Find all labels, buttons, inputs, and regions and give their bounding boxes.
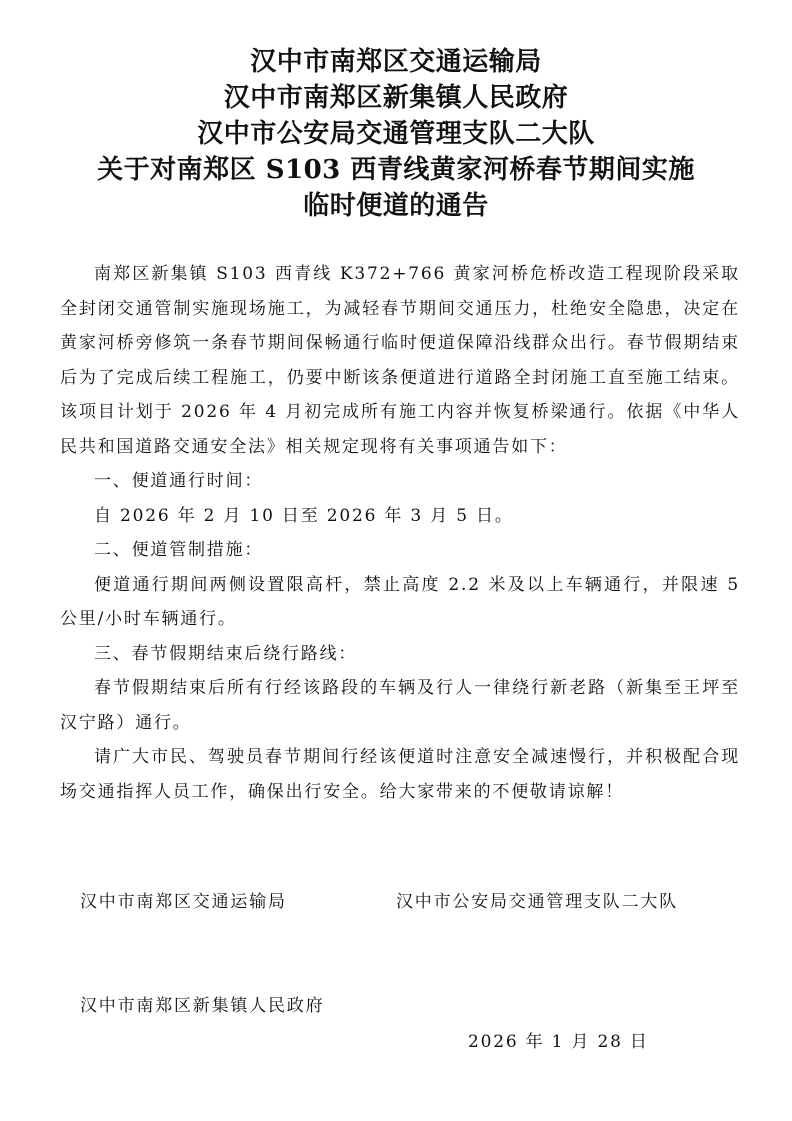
title-subject-line-2: 临时便道的通告 [303,191,489,221]
section-1-text: 自 2026 年 2 月 10 日至 2026 年 3 月 5 日。 [94,505,514,526]
signature-town-government: 汉中市南郑区新集镇人民政府 [80,996,325,1016]
notice-body [60,257,740,809]
title-issuer-transport-bureau: 汉中市南郑区交通运输局 [250,47,542,77]
signature-transport-bureau: 汉中市南郑区交通运输局 [80,892,287,912]
title-issuer-traffic-police: 汉中市公安局交通管理支队二大队 [197,119,595,149]
section-2-heading: 二、便道管制措施： [94,540,264,560]
signature-traffic-police: 汉中市公安局交通管理支队二大队 [396,892,678,912]
section-1-heading: 一、便道通行时间： [94,471,264,491]
notice-title [0,44,792,224]
intro-paragraph: 南郑区新集镇 S103 西青线 K372+766 黄家河桥危桥改造工程现阶段采取全封闭交通管制实施现场施工，为减轻春节期间交通压力，杜绝安全隐患，决定在黄家河桥旁修筑一条春节期间保畅通行临时便道保障沿线群众出行。春节假期结束后为了完成后续工程施工，仍要中断该条便道进行道路全封闭施工直至施工结束。该项目计划于 2026 年 4 月初完成所有施工内容并恢复桥梁通行。依据《中华人民共和国道路交通安全法》相关规定现将有关事项通告如下： [60,264,740,457]
title-subject-line-1: 关于对南郑区 S103 西青线黄家河桥春节期间实施 [97,155,695,185]
section-3-text: 春节假期结束后所有行经该路段的车辆及行人一律绕行新老路（新集至王坪至汉宁路）通行。 [60,678,740,733]
title-issuer-town-government: 汉中市南郑区新集镇人民政府 [223,83,569,113]
section-2-text: 便道通行期间两侧设置限高杆，禁止高度 2.2 米及以上车辆通行，并限速 5 公里/小时车辆通行。 [60,574,740,629]
section-3-heading: 三、春节假期结束后绕行路线： [94,643,358,664]
closing-paragraph: 请广大市民、驾驶员春节期间行经该便道时注意安全减速慢行，并积极配合现场交通指挥人员工作，确保出行安全。给大家带来的不便敬请谅解！ [60,747,740,802]
notice-date: 2026 年 1 月 28 日 [468,1032,649,1052]
